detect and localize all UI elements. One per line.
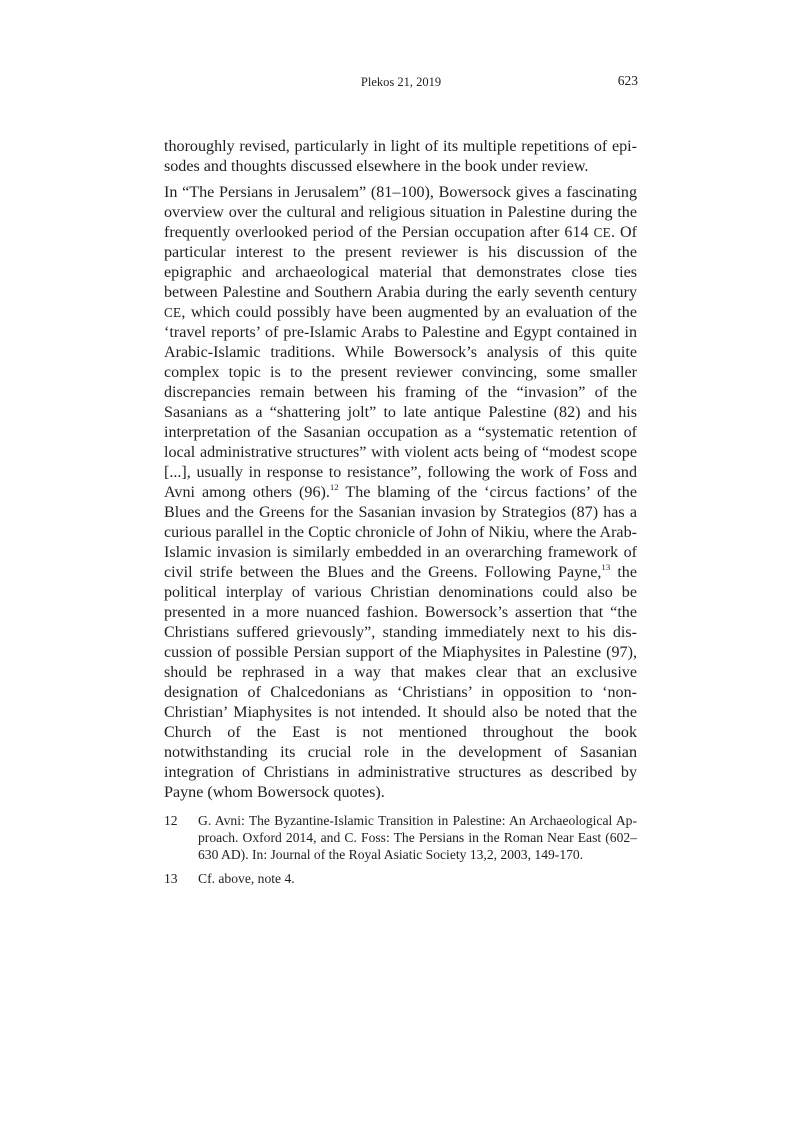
era-abbreviation: CE: [164, 305, 182, 320]
paragraph-text: , which could possibly have been augmented by an evaluation of the ‘travel reports’ of pre-Islamic Arabs to Palestine and Egypt contained in Arabic-Islamic traditions. While Bowersock’s analysis of this quite complex topic is to the present reviewer convincing, some smaller discrepancies remain between his framing of the “invasion” of the Sasanians as a “shattering jolt” to late antique Palestine (82) and his interpretation of the Sasanian occupation as a “systematic retention of local administrative structures” with violent acts being of “modest scope [...], usually in response to resistance”, following the work of Foss and Avni among others (96).: [164, 304, 637, 501]
footnotes: [164, 812, 637, 894]
footnote-13: [164, 870, 637, 887]
running-head: Plekos 21, 2019: [360, 75, 442, 89]
paragraph-text: thoroughly revised, particularly in light of its multiple repetitions of episodes and thoughts discussed elsewhere in the book under review.: [164, 138, 637, 175]
paragraph-text: the political interplay of various Christian denominations could also be presented in a more nuanced fashion. Bowersock’s assertion that “the Christians suffered grievously”, standing immediately next to his discussion of possible Persian support of the Miaphysites in Palestine (97), should be rephrased in a way that makes clear that an exclusive designation of Chalcedonians as ‘Christians’ in opposition to ‘non-Christian’ Miaphysites is not intended. It should also be noted that the Church of the East is not mentioned throughout the book notwithstanding its crucial role in the development of Sasanian integration of Christians in administrative structures as described by Payne (whom Bowersock quotes).: [164, 564, 637, 801]
footnote-12: [164, 812, 637, 863]
footnote-number: 12: [164, 813, 178, 828]
paragraph-text: In “The Persians in Jerusalem” (81–100), Bowersock gives a fascinating overview over the cultural and religious situation in Palestine during the frequently overlooked period of the Persian occupation after 614: [164, 184, 637, 241]
page-header: [164, 73, 638, 93]
body-text: [164, 137, 637, 803]
footnote-ref-13[interactable]: 13: [601, 562, 611, 573]
footnote-ref-12[interactable]: 12: [329, 482, 339, 493]
footnote-text: G. Avni: The Byzantine-Islamic Transition in Palestine: An Archaeological Approach. Oxford 2014, and C. Foss: The Persians in the Roman Near East (602–630 AD). In: Journal of the Royal Asiatic Society 13,2, 2003, 149-170.: [198, 813, 637, 862]
paragraph-text: . Of particular interest to the present reviewer is his discussion of the epigraphic and archaeological material that demonstrates close ties between Palestine and Southern Arabia during the early seventh century: [164, 224, 638, 301]
paragraph-text: The blaming of the ‘circus factions’ of the Blues and the Greens for the Sasanian invasion by Strategios (87) has a curious parallel in the Coptic chronicle of John of Nikiu, where the Arab-Islamic invasion is similarly embedded in an overarching framework of civil strife between the Blues and the Greens. Following Payne,: [164, 484, 637, 581]
footnote-number: 13: [164, 871, 178, 886]
paragraph-1: [164, 137, 637, 177]
page-number: 623: [617, 73, 638, 88]
footnote-text: Cf. above, note 4.: [198, 871, 295, 886]
era-abbreviation: CE: [593, 225, 611, 240]
paragraph-2: [164, 183, 637, 803]
